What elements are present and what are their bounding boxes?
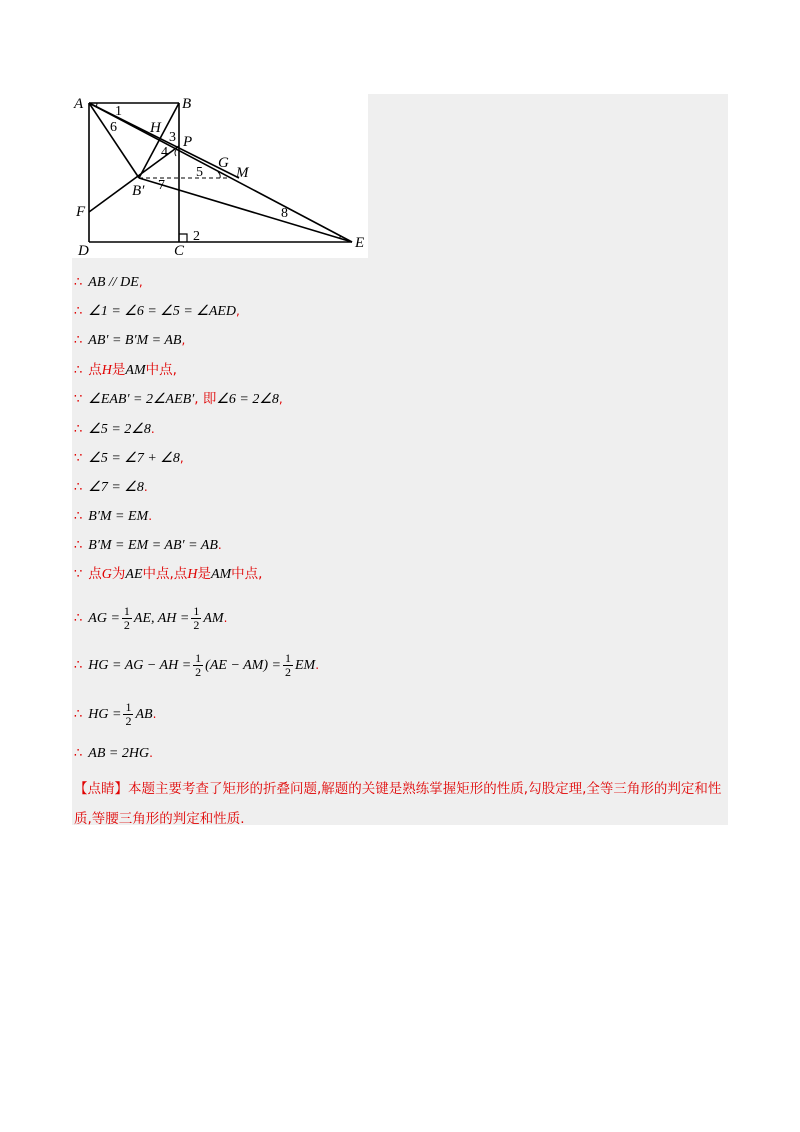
punct: . bbox=[152, 707, 157, 721]
label-angle-2: 2 bbox=[193, 229, 200, 244]
math: ∠1 = ∠6 = ∠5 = ∠AED bbox=[88, 304, 237, 319]
label-angle-8: 8 bbox=[281, 206, 288, 221]
text: 是 bbox=[197, 566, 211, 582]
math: H bbox=[187, 567, 198, 582]
segment-am bbox=[89, 103, 239, 178]
punct: . bbox=[315, 658, 320, 672]
punct: , bbox=[181, 333, 186, 347]
math: G bbox=[101, 567, 112, 582]
math: ∠5 = ∠7 + ∠8 bbox=[88, 451, 180, 466]
label-angle-5: 5 bbox=[196, 165, 203, 180]
therefore-symbol: ∴ bbox=[74, 333, 83, 348]
punct: . bbox=[148, 509, 153, 523]
label-b-prime: B′ bbox=[132, 183, 145, 199]
step-2 bbox=[74, 300, 240, 322]
math: B′M = EM = AB′ = AB bbox=[88, 538, 218, 553]
step-7 bbox=[74, 447, 184, 469]
math: AE bbox=[125, 567, 143, 582]
therefore-symbol: ∴ bbox=[74, 707, 83, 722]
math: AB = 2HG bbox=[88, 746, 150, 761]
step-11 bbox=[74, 563, 262, 585]
punct: , bbox=[236, 304, 240, 318]
step-3 bbox=[74, 329, 185, 351]
because-symbol: ∵ bbox=[74, 567, 83, 582]
denominator: 2 bbox=[123, 618, 130, 632]
math: AG = bbox=[88, 611, 120, 626]
step-hg-ab bbox=[74, 696, 156, 732]
math: AM bbox=[210, 567, 232, 582]
segment-ab-prime bbox=[89, 103, 139, 178]
text: 点 bbox=[88, 362, 102, 378]
numerator: 1 bbox=[284, 651, 291, 665]
therefore-symbol: ∴ bbox=[74, 275, 83, 290]
numerator: 1 bbox=[123, 604, 130, 618]
label-e: E bbox=[355, 235, 365, 251]
step-1 bbox=[74, 271, 143, 293]
label-angle-3: 3 bbox=[169, 130, 176, 145]
denominator: 2 bbox=[284, 665, 291, 679]
math: (AE − AM) = bbox=[205, 658, 281, 673]
angle-arc-4 bbox=[175, 150, 176, 156]
text: 是 bbox=[111, 362, 126, 378]
therefore-symbol: ∴ bbox=[74, 363, 83, 378]
text: 中点, bbox=[145, 362, 177, 378]
text: 中点, bbox=[231, 566, 263, 582]
fraction-half bbox=[193, 652, 203, 679]
math: HG = AG − AH = bbox=[88, 658, 192, 673]
label-angle-4: 4 bbox=[161, 145, 168, 160]
denominator: 2 bbox=[125, 714, 132, 728]
punct: , bbox=[138, 275, 143, 289]
step-5 bbox=[74, 388, 283, 410]
math: AB bbox=[135, 707, 153, 722]
segment-ae bbox=[89, 103, 352, 242]
right-angle-mark bbox=[179, 234, 187, 242]
step-8 bbox=[74, 476, 148, 498]
step-6 bbox=[74, 418, 155, 440]
label-angle-1: 1 bbox=[115, 104, 122, 119]
math: EM bbox=[294, 658, 316, 673]
label-b: B bbox=[182, 96, 192, 112]
label-p: P bbox=[183, 134, 193, 150]
punct: . bbox=[149, 746, 153, 760]
numerator: 1 bbox=[193, 604, 200, 618]
therefore-symbol: ∴ bbox=[74, 611, 83, 626]
step-10 bbox=[74, 534, 222, 556]
label-angle-6: 6 bbox=[110, 120, 117, 135]
punct: , bbox=[179, 451, 184, 465]
punct: . bbox=[143, 480, 148, 494]
because-symbol: ∵ bbox=[74, 392, 83, 407]
fraction-half bbox=[123, 701, 133, 728]
denominator: 2 bbox=[193, 618, 200, 632]
therefore-symbol: ∴ bbox=[74, 746, 83, 761]
label-g: G bbox=[218, 155, 229, 171]
because-symbol: ∵ bbox=[74, 451, 83, 466]
step-hg bbox=[74, 647, 319, 683]
numerator: 1 bbox=[195, 651, 202, 665]
text: , 即 bbox=[194, 391, 217, 407]
label-c: C bbox=[174, 243, 185, 258]
text: 中点,点 bbox=[142, 566, 188, 582]
label-a: A bbox=[74, 96, 84, 112]
fraction-half bbox=[122, 605, 132, 632]
therefore-symbol: ∴ bbox=[74, 480, 83, 495]
therefore-symbol: ∴ bbox=[74, 422, 83, 437]
numerator: 1 bbox=[125, 700, 132, 714]
step-4 bbox=[74, 359, 177, 381]
step-final bbox=[74, 742, 153, 764]
text: 点 bbox=[88, 566, 102, 582]
math: AB′ = B′M = AB bbox=[88, 333, 182, 348]
label-h: H bbox=[150, 120, 161, 136]
label-f: F bbox=[76, 204, 86, 220]
math: H bbox=[101, 363, 112, 378]
punct: . bbox=[150, 422, 155, 436]
math: AB // DE bbox=[88, 275, 139, 290]
therefore-symbol: ∴ bbox=[74, 304, 83, 319]
math: AE, AH = bbox=[133, 611, 190, 626]
math: AM bbox=[203, 611, 224, 626]
text: 为 bbox=[111, 566, 126, 582]
geometry-figure bbox=[72, 94, 368, 258]
step-9 bbox=[74, 505, 152, 527]
segment-b-prime-e bbox=[139, 178, 352, 242]
label-d: D bbox=[78, 243, 89, 258]
math: AM bbox=[125, 363, 146, 378]
punct: . bbox=[223, 611, 228, 625]
math: ∠6 = 2∠8 bbox=[216, 392, 279, 407]
step-ag-ah bbox=[74, 600, 227, 636]
denominator: 2 bbox=[195, 665, 202, 679]
math: B′M = EM bbox=[88, 509, 149, 524]
math: ∠EAB′ = 2∠AEB′ bbox=[88, 392, 195, 407]
punct: . bbox=[217, 538, 222, 552]
math: ∠5 = 2∠8 bbox=[88, 422, 151, 437]
therefore-symbol: ∴ bbox=[74, 658, 83, 673]
label-m: M bbox=[236, 165, 249, 181]
punct: , bbox=[278, 392, 283, 406]
comment-paragraph: 【点睛】本题主要考查了矩形的折叠问题,解题的关键是熟练掌握矩形的性质,勾股定理,全等三角形的判定和性质,等腰三角形的判定和性质. bbox=[74, 781, 722, 827]
therefore-symbol: ∴ bbox=[74, 538, 83, 553]
label-angle-7: 7 bbox=[158, 178, 165, 193]
therefore-symbol: ∴ bbox=[74, 509, 83, 524]
fraction-half bbox=[283, 652, 293, 679]
math: HG = bbox=[88, 707, 122, 722]
fraction-half bbox=[191, 605, 201, 632]
math: ∠7 = ∠8 bbox=[88, 480, 144, 495]
